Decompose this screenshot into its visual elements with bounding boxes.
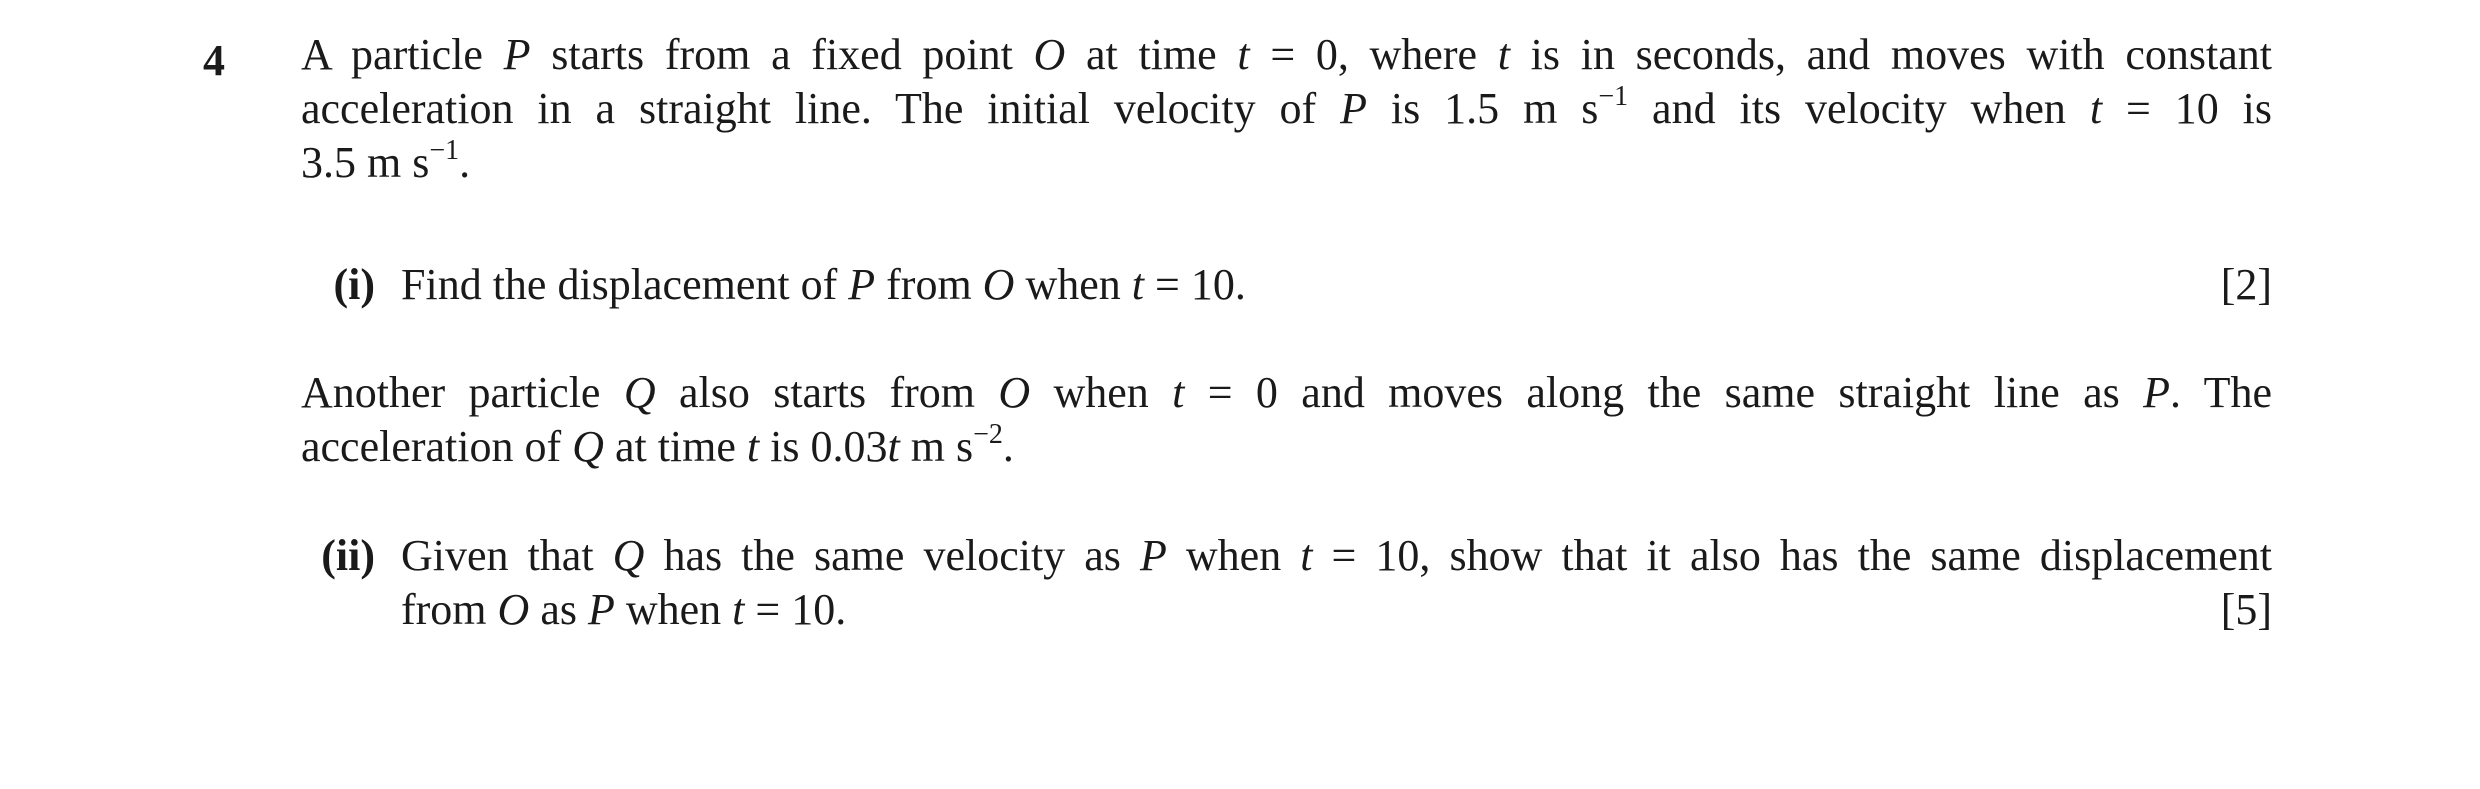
part-ii-text: Given that Q has the same velocity as P when t = 10, show that it also has the same displacement from O as P when t = 10.	[401, 531, 2272, 634]
part-i	[301, 258, 2272, 312]
intro-line-1: A particle P starts from a fixed point O at time t = 0, where t is in seconds, and moves with constant	[301, 30, 2272, 79]
question-middle	[301, 366, 2272, 474]
question-intro	[301, 28, 2272, 190]
part-i-label: (i)	[333, 260, 375, 309]
intro-line-2: acceleration in a straight line. The initial velocity of P is 1.5 m $s^{-1}$ and its velocity when t = 10 is	[301, 81, 2272, 133]
middle-line-2: acceleration of Q at time t is 0.03t m $s^{-2}$.	[301, 419, 1014, 471]
middle-line-1: Another particle Q also starts from O when t = 0 and moves along the same straight line as P. The	[301, 368, 2272, 417]
part-i-marks: [2]	[2220, 260, 2272, 309]
part-i-text: Find the displacement of P from O when t = 10.	[401, 260, 1246, 309]
part-ii	[301, 529, 2272, 637]
intro-line-3: 3.5 m $s^{-1}$.	[301, 135, 471, 187]
part-ii-marks: [5]	[2220, 585, 2272, 634]
question-number: 4	[203, 36, 225, 85]
part-ii-label: (ii)	[321, 531, 375, 580]
